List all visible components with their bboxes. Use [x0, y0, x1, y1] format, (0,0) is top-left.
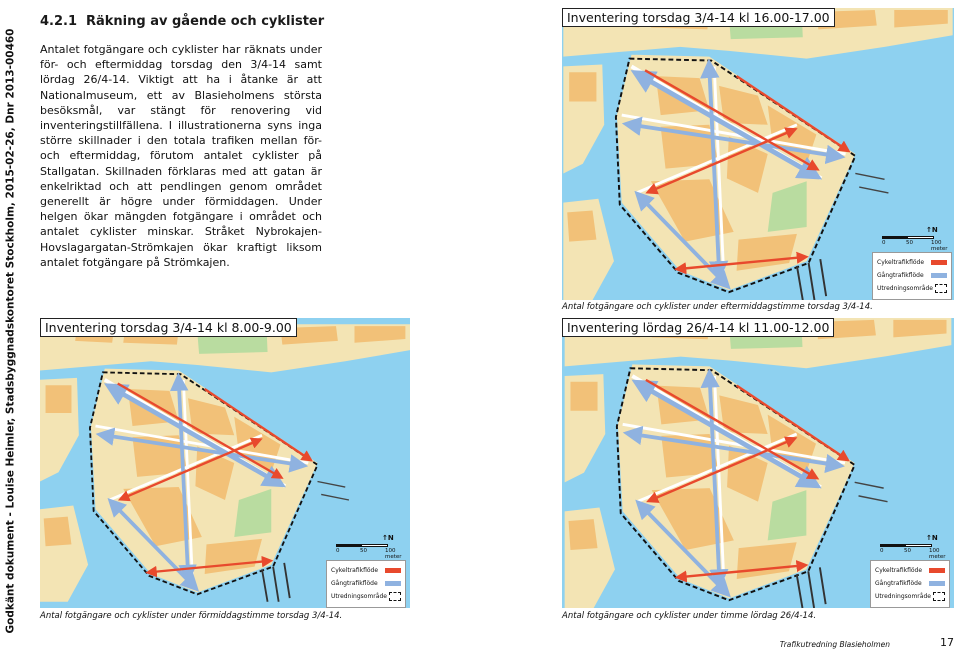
- footer-report-title: Trafikutredning Blasieholmen: [779, 640, 890, 649]
- map-legend: [872, 252, 952, 300]
- north-label: N: [931, 534, 938, 542]
- page-number: 17: [940, 636, 954, 649]
- section-number: 4.2.1: [40, 14, 78, 29]
- north-label: N: [387, 534, 394, 542]
- area-boundary-swatch: [389, 592, 401, 601]
- scale-bar-graphic: [882, 236, 934, 239]
- map-legend: [870, 560, 950, 608]
- scale-tick-0: 0: [882, 240, 886, 246]
- map-saturday: [562, 318, 954, 608]
- scale-tick-100: 100 meter: [929, 548, 946, 560]
- scale-tick-0: 0: [336, 548, 340, 554]
- scale-tick-100: 100 meter: [385, 548, 402, 560]
- scale-tick-50: 50: [906, 240, 913, 246]
- ped-flow-swatch: [929, 581, 945, 586]
- north-arrow-icon: ↑N: [926, 534, 938, 542]
- scale-bar-graphic: [880, 544, 932, 547]
- legend-area-label: Utredningsområde: [331, 593, 387, 600]
- map-afternoon-thursday-caption: Antal fotgängare och cyklister under eftermiddagstimme torsdag 3/4-14.: [562, 302, 873, 312]
- north-label: N: [931, 226, 938, 234]
- section-title: Räkning av gående och cyklister: [86, 14, 325, 29]
- map-afternoon-thursday: [562, 8, 954, 300]
- north-arrow-icon: ↑N: [926, 226, 938, 234]
- scale-bar: [880, 544, 950, 560]
- map-legend: [326, 560, 406, 608]
- approval-side-note-text: Godkänt dokument - Louise Heimler, Stadsbyggnadskontoret Stockholm, 2015-02-26, Dnr 2013-00460: [4, 27, 17, 634]
- scale-bar: [336, 544, 406, 560]
- map-saturday-caption: Antal fotgängare och cyklister under timme lördag 26/4-14.: [562, 611, 817, 621]
- scale-bar-graphic: [336, 544, 388, 547]
- scale-tick-50: 50: [360, 548, 367, 554]
- legend-cycle-label: Cykeltrafikflöde: [875, 567, 923, 574]
- ped-flow-swatch: [931, 273, 947, 278]
- map-morning-thursday: [40, 318, 410, 608]
- legend-ped-label: Gångtrafikflöde: [875, 580, 922, 587]
- map-afternoon-thursday-title: Inventering torsdag 3/4-14 kl 16.00-17.00: [562, 8, 835, 27]
- approval-side-note: [0, 0, 20, 661]
- legend-ped-label: Gångtrafikflöde: [331, 580, 378, 587]
- north-arrow-icon: ↑N: [382, 534, 394, 542]
- legend-ped-label: Gångtrafikflöde: [877, 272, 924, 279]
- body-paragraph: Antalet fotgängare och cyklister har räknats under för- och eftermiddag torsdag den 3/4-14 samt lördag 26/4-14. Viktigt att ha i åtanke är att Nationalmuseum, ett av Blasieholmens största besöksmål, var stängt för renovering vid inventeringstillfällena. I illustrationerna syns inga större skillnader i den totala trafiken mellan för- och eftermiddag, förutom antalet cyklister på Stallgatan. Skillnaden förklaras med att gatan är enkelriktad och att pendlingen genom området generellt är högre under förmiddagen. Under helgen ökar mängden fotgängare i området och antalet cyklister minskar. Stråket Nybrokajen-Hovslagargatan-Strömkajen ökar kraftigt liksom antalet fotgängare på Strömkajen.: [40, 43, 322, 269]
- ped-flow-swatch: [385, 581, 401, 586]
- map-morning-thursday-caption: Antal fotgängare och cyklister under förmiddagstimme torsdag 3/4-14.: [40, 611, 343, 621]
- area-boundary-swatch: [933, 592, 945, 601]
- legend-cycle-label: Cykeltrafikflöde: [331, 567, 379, 574]
- cycle-flow-swatch: [385, 568, 401, 573]
- scale-tick-100: 100 meter: [931, 240, 948, 252]
- section-heading: [40, 14, 324, 29]
- area-boundary-swatch: [935, 284, 947, 293]
- scale-tick-50: 50: [904, 548, 911, 554]
- scale-tick-0: 0: [880, 548, 884, 554]
- legend-cycle-label: Cykeltrafikflöde: [877, 259, 925, 266]
- cycle-flow-swatch: [929, 568, 945, 573]
- cycle-flow-swatch: [931, 260, 947, 265]
- scale-bar: [882, 236, 952, 252]
- legend-area-label: Utredningsområde: [877, 285, 933, 292]
- map-saturday-title: Inventering lördag 26/4-14 kl 11.00-12.00: [562, 318, 834, 337]
- map-morning-thursday-title: Inventering torsdag 3/4-14 kl 8.00-9.00: [40, 318, 297, 337]
- legend-area-label: Utredningsområde: [875, 593, 931, 600]
